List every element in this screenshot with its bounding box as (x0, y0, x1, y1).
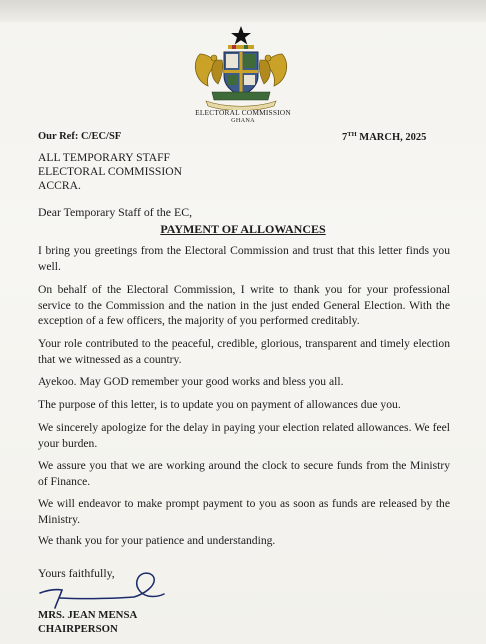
issuer-country: GHANA (231, 117, 255, 124)
body-paragraph: I bring you greetings from the Electoral Commission and trust that this letter finds you well. (38, 244, 450, 273)
signatory-title: CHAIRPERSON (38, 623, 118, 635)
issuer-name: ELECTORAL COMMISSION (195, 108, 291, 117)
body-paragraph: We assure you that we are working around the clock to secure funds from the Ministry of Finance. (38, 459, 450, 488)
salutation: Dear Temporary Staff of the EC, (38, 205, 193, 219)
body-paragraph: We thank you for your patience and understanding. (38, 534, 276, 547)
body-paragraph: We will endeavor to make prompt payment to you as soon as funds are released by the Ministry. (38, 497, 450, 526)
valediction: Yours faithfully, (38, 566, 115, 580)
signatory-name: MRS. JEAN MENSA (38, 609, 138, 621)
scan-shadow-band (0, 0, 486, 22)
letter-date (342, 131, 426, 143)
body-paragraph: Ayekoo. May GOD remember your good works and bless you all. (38, 375, 344, 388)
recipient-line-1: ALL TEMPORARY STAFF (38, 151, 170, 164)
body-paragraph: On behalf of the Electoral Commission, I write to thank you for your professional service to the Commission and the nation in the just ended General Election. With the exception of a few officers, the majority of you performed creditably. (38, 283, 450, 328)
date-rest: MARCH, 2025 (356, 132, 427, 143)
body-paragraph: The purpose of this letter, is to update you on payment of allowances due you. (38, 398, 401, 411)
date-day: 7 (342, 132, 348, 143)
date-suffix: TH (347, 131, 357, 138)
body-paragraph: We sincerely apologize for the delay in paying your election related allowances. We feel your burden. (38, 421, 450, 450)
body-paragraph: Your role contributed to the peaceful, credible, glorious, transparent and timely election that we witnessed as a country. (38, 337, 450, 366)
signature-icon (38, 566, 168, 612)
recipient-line-3: ACCRA. (38, 179, 81, 192)
recipient-line-2: ELECTORAL COMMISSION (38, 165, 182, 178)
reference-number: Our Ref: C/EC/SF (38, 131, 122, 142)
coat-of-arms-icon (186, 24, 296, 110)
subject-heading: PAYMENT OF ALLOWANCES (160, 222, 326, 236)
